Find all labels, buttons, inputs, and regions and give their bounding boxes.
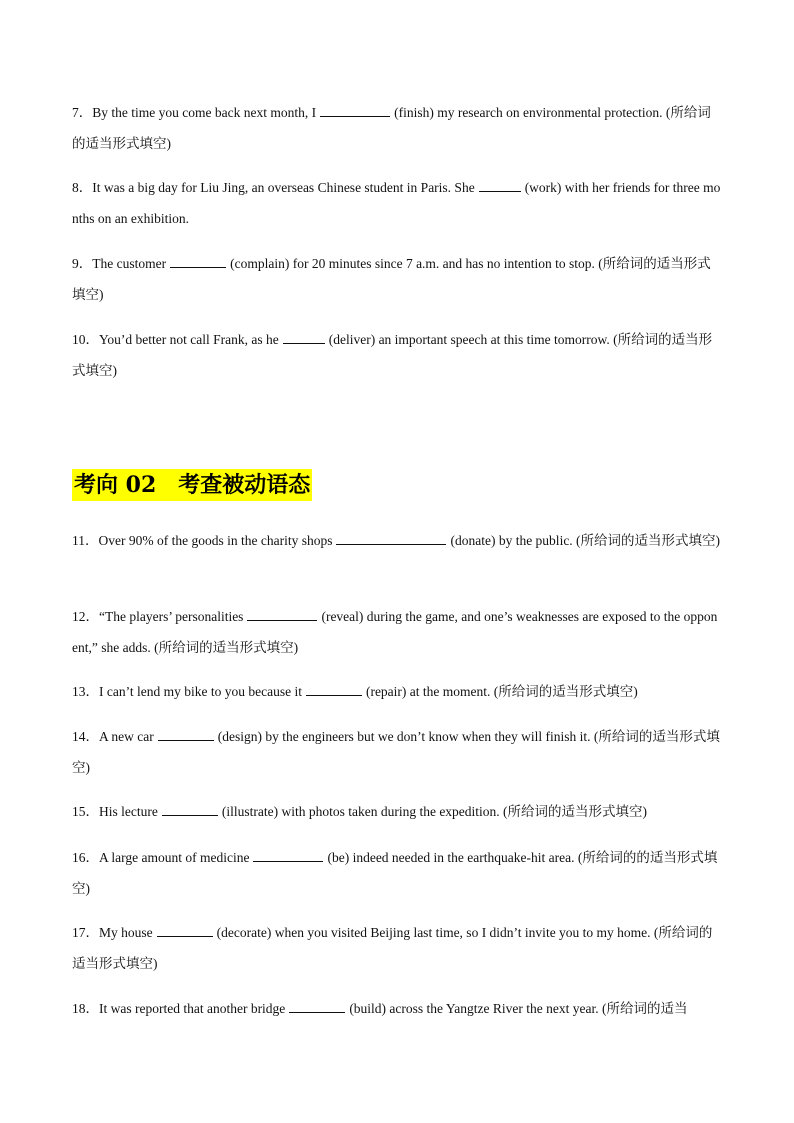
answer-blank[interactable]	[158, 726, 214, 741]
question-13	[72, 676, 722, 707]
question-text: Over 90% of the goods in the charity shops	[98, 533, 333, 548]
question-text: You’d better not call Frank, as he	[99, 332, 279, 347]
question-text: My house	[99, 925, 153, 940]
question-12	[72, 601, 722, 663]
question-text: (donate) by the public. (所给词的适当形式填空)	[450, 533, 721, 548]
question-number: 18．	[72, 1001, 99, 1016]
answer-blank[interactable]	[157, 922, 213, 937]
answer-blank[interactable]	[320, 102, 390, 117]
question-text: The customer	[92, 256, 167, 271]
question-text: By the time you come back next month, I	[92, 105, 317, 120]
question-text: (be) indeed needed in the earthquake-hit area. (所给词的的适当形式填空)	[72, 850, 718, 896]
question-number: 9．	[72, 256, 93, 271]
answer-blank[interactable]	[306, 681, 362, 696]
question-text: (illustrate) with photos taken during the expedition. (所给词的适当形式填空)	[221, 804, 648, 819]
question-text: (complain) for 20 minutes since 7 a.m. and has no intention to stop. (所给词的适当形式填空)	[72, 256, 711, 302]
answer-blank[interactable]	[247, 606, 317, 621]
question-text: (build) across the Yangtze River the next year. (所给词的适当	[349, 1001, 688, 1016]
answer-blank[interactable]	[289, 998, 345, 1013]
question-text: (finish) my research on environmental protection. (所给词的适当形式填空)	[72, 105, 711, 151]
answer-blank[interactable]	[162, 801, 218, 816]
question-7	[72, 97, 722, 159]
question-8	[72, 172, 722, 234]
answer-blank[interactable]	[479, 177, 521, 192]
question-text: It was reported that another bridge	[99, 1001, 286, 1016]
question-15	[72, 796, 722, 827]
question-text: (work) with her friends for three months on an exhibition.	[72, 180, 721, 226]
section-heading: 考向 02 考查被动语态	[72, 469, 312, 501]
question-text: A large amount of medicine	[99, 850, 250, 865]
question-17	[72, 917, 722, 979]
question-number: 13．	[72, 684, 99, 699]
question-text: I can’t lend my bike to you because it	[99, 684, 302, 699]
question-text: A new car	[99, 729, 154, 744]
question-text: It was a big day for Liu Jing, an overseas Chinese student in Paris. She	[92, 180, 475, 195]
question-text: (reveal) during the game, and one’s weaknesses are exposed to the opponent,” she adds. (所给词的适当形式填空)	[72, 609, 718, 655]
answer-blank[interactable]	[253, 847, 323, 862]
question-text: His lecture	[99, 804, 158, 819]
question-18	[72, 993, 722, 1024]
question-9	[72, 248, 722, 310]
answer-blank[interactable]	[170, 253, 226, 268]
question-text: “The players’ personalities	[99, 609, 244, 624]
question-number: 17．	[72, 925, 99, 940]
question-text: (deliver) an important speech at this time tomorrow. (所给词的适当形式填空)	[72, 332, 713, 378]
question-number: 11．	[72, 533, 99, 548]
question-16	[72, 842, 722, 904]
question-text: (repair) at the moment. (所给词的适当形式填空)	[365, 684, 638, 699]
question-number: 14．	[72, 729, 99, 744]
question-14	[72, 721, 722, 783]
question-number: 10．	[72, 332, 99, 347]
question-text: (decorate) when you visited Beijing last time, so I didn’t invite you to my home. (所给词的适当形式填空)	[72, 925, 713, 971]
question-number: 7．	[72, 105, 93, 120]
answer-blank[interactable]	[283, 329, 325, 344]
question-11	[72, 525, 722, 556]
answer-blank[interactable]	[336, 530, 446, 545]
question-number: 15．	[72, 804, 99, 819]
question-number: 12．	[72, 609, 99, 624]
question-10	[72, 324, 722, 386]
question-number: 8．	[72, 180, 93, 195]
question-number: 16．	[72, 850, 99, 865]
question-text: (design) by the engineers but we don’t know when they will finish it. (所给词的适当形式填空)	[72, 729, 720, 775]
